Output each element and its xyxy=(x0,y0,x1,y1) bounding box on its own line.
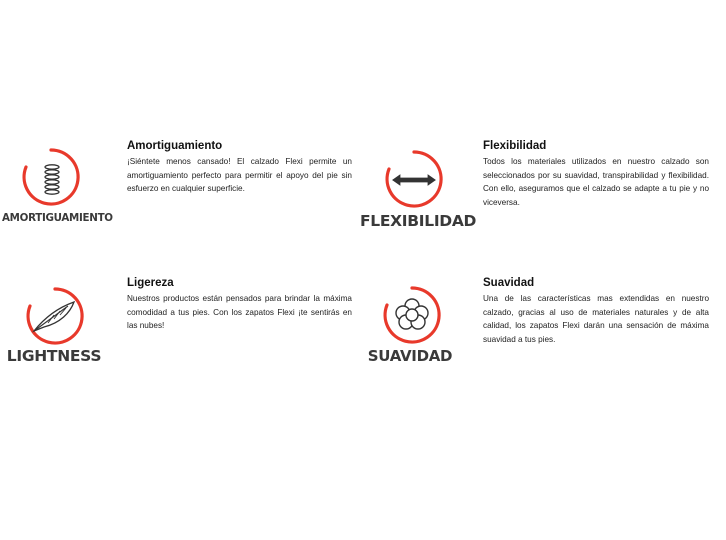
icon-caption: FLEXIBILIDAD xyxy=(360,212,477,230)
spring-icon xyxy=(20,146,82,208)
feature-title: Amortiguamiento xyxy=(127,140,223,152)
feature-title: Suavidad xyxy=(483,277,535,289)
icon-caption: AMORTIGUAMIENTO xyxy=(2,212,113,224)
feature-title: Ligereza xyxy=(127,277,174,289)
icon-caption: SUAVIDAD xyxy=(367,347,453,365)
feature-description: ¡Siéntete menos cansado! El calzado Flexi permite un amortiguamiento perfecto para permitir el apoyo del pie sin esfuerzo en cualquier superficie. xyxy=(127,157,352,194)
double-arrow-icon xyxy=(383,148,445,210)
feature-title: Flexibilidad xyxy=(483,140,547,152)
icon-caption: LIGHTNESS xyxy=(6,347,102,365)
feature-description: Todos los materiales utilizados en nuestro calzado son seleccionados por su suavidad, transpirabilidad y flexibilidad. Con ello, aseguramos que el calzado se adapte a tu pie y no viceversa. xyxy=(483,157,709,207)
cotton-icon xyxy=(381,284,443,346)
feature-description: Nuestros productos están pensados para brindar la máxima comodidad a tus pies. Con los zapatos Flexi ¡te sentirás en las nubes! xyxy=(127,294,352,331)
feature-description: Una de las características mas extendidas en nuestro calzado, gracias al uso de materiales naturales y de alta calidad, los zapatos Flexi darán una sensación de máxima suavidad a tus pies. xyxy=(483,294,709,344)
feather-icon xyxy=(24,285,86,347)
